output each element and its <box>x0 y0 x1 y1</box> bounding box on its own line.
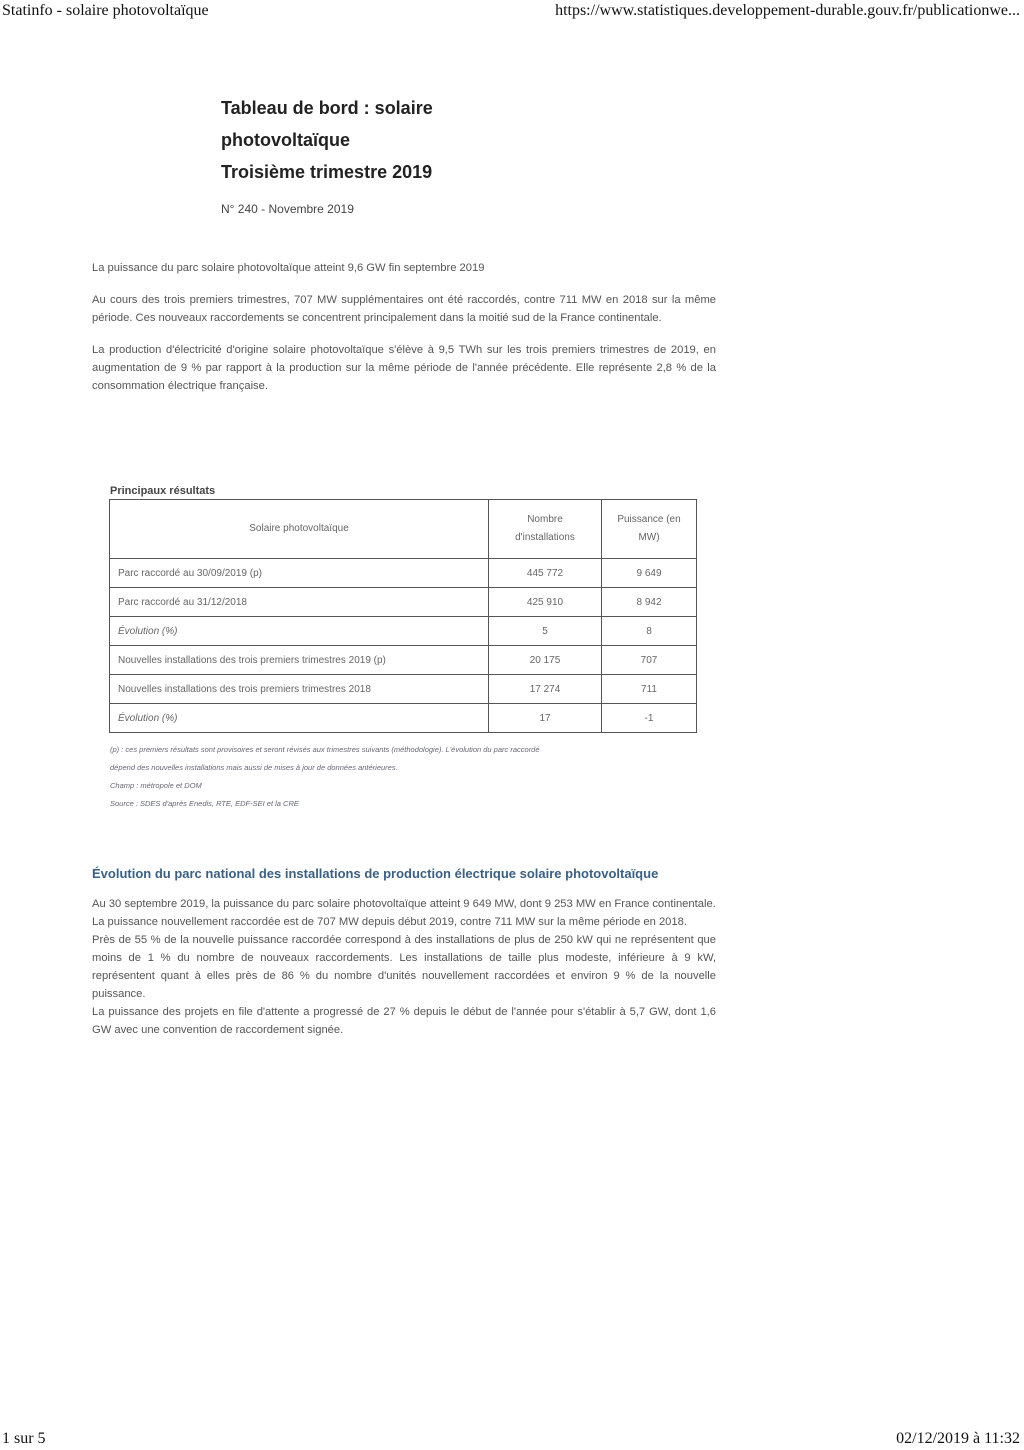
row-power: 707 <box>602 646 697 675</box>
row-label: Évolution (%) <box>110 704 489 733</box>
table-row <box>110 704 697 733</box>
results-table <box>109 499 697 733</box>
document-title-line: Troisième trimestre 2019 <box>221 162 433 182</box>
table-source: Source : SDES d'après Enedis, RTE, EDF-SEI et la CRE <box>110 799 299 808</box>
document-title <box>221 92 641 188</box>
table-header-cell: Nombre d'installations <box>489 500 602 559</box>
intro-paragraph: La production d'électricité d'origine solaire photovoltaïque s'élève à 9,5 TWh sur les trois premiers trimestres de 2019, en augmentation de 9 % par rapport à la production sur la même période de l'année précédente. Elle représente 2,8 % de la consommation électrique française. <box>92 344 716 392</box>
section-paragraph: Au 30 septembre 2019, la puissance du parc solaire photovoltaïque atteint 9 649 MW, dont 9 253 MW en France continentale. <box>92 898 716 910</box>
table-note: (p) : ces premiers résultats sont provisoires et seront révisés aux trimestres suivants (méthodologie). L'évolution du parc raccordé <box>110 745 540 754</box>
table-row <box>110 559 697 588</box>
row-power: 8 <box>602 617 697 646</box>
intro-paragraph: Au cours des trois premiers trimestres, 707 MW supplémentaires ont été raccordés, contre 711 MW en 2018 sur la même période. Ces nouveaux raccordements se concentrent principalement dans la moitié sud de la France continentale. <box>92 294 716 324</box>
row-label: Parc raccordé au 31/12/2018 <box>110 588 489 617</box>
intro-section <box>92 259 716 409</box>
row-label: Évolution (%) <box>110 617 489 646</box>
table-row <box>110 588 697 617</box>
row-label: Parc raccordé au 30/09/2019 (p) <box>110 559 489 588</box>
row-installations: 425 910 <box>489 588 602 617</box>
section-paragraph: Près de 55 % de la nouvelle puissance raccordée correspond à des installations de plus de 250 kW qui ne représentent que moins de 1 % du nombre de nouveaux raccordements. Les installations de taille plus modeste, inférieure à 9 kW, représentent quant à elles près de 86 % du nombre d'unités nouvellement raccordées et environ 9 % de la nouvelle puissance. <box>92 934 716 1000</box>
page-counter: 1 sur 5 <box>2 1430 46 1447</box>
row-label: Nouvelles installations des trois premiers trimestres 2018 <box>110 675 489 704</box>
row-label: Nouvelles installations des trois premiers trimestres 2019 (p) <box>110 646 489 675</box>
intro-headline: La puissance du parc solaire photovoltaïque atteint 9,6 GW fin septembre 2019 <box>92 262 485 274</box>
row-installations: 17 274 <box>489 675 602 704</box>
print-footer <box>0 1430 1024 1450</box>
table-row <box>110 646 697 675</box>
table-row <box>110 675 697 704</box>
table-caption: Principaux résultats <box>110 485 216 497</box>
table-header-row <box>110 500 697 559</box>
row-power: 9 649 <box>602 559 697 588</box>
print-header-title: Statinfo - solaire photovoltaïque <box>2 2 209 19</box>
row-power: 711 <box>602 675 697 704</box>
row-power: -1 <box>602 704 697 733</box>
document-title-line: photovoltaïque <box>221 130 350 150</box>
row-power: 8 942 <box>602 588 697 617</box>
document-title-line: Tableau de bord : solaire <box>221 98 433 118</box>
row-installations: 17 <box>489 704 602 733</box>
section-heading: Évolution du parc national des installations de production électrique solaire photovoltaïque <box>92 866 659 881</box>
section-paragraph: La puissance nouvellement raccordée est de 707 MW depuis début 2019, contre 711 MW sur la même période en 2018. <box>92 916 687 928</box>
print-datetime: 02/12/2019 à 11:32 <box>896 1430 1020 1447</box>
table-header-cell: Puissance (en MW) <box>602 500 697 559</box>
row-installations: 445 772 <box>489 559 602 588</box>
table-row <box>110 617 697 646</box>
issue-number: N° 240 - Novembre 2019 <box>221 202 354 216</box>
table-header-cell: Solaire photovoltaïque <box>110 500 489 559</box>
table-note: Champ : métropole et DOM <box>110 781 202 790</box>
row-installations: 20 175 <box>489 646 602 675</box>
print-header-url[interactable]: https://www.statistiques.developpement-durable.gouv.fr/publicationwe... <box>555 2 1020 19</box>
table-note: dépend des nouvelles installations mais aussi de mises à jour de données antérieures. <box>110 763 398 772</box>
row-installations: 5 <box>489 617 602 646</box>
table-notes <box>110 741 540 813</box>
section-paragraph: La puissance des projets en file d'attente a progressé de 27 % depuis le début de l'année pour s'établir à 5,7 GW, dont 1,6 GW avec une convention de raccordement signée. <box>92 1006 716 1036</box>
print-header <box>0 2 1024 24</box>
section-body <box>92 895 716 1039</box>
